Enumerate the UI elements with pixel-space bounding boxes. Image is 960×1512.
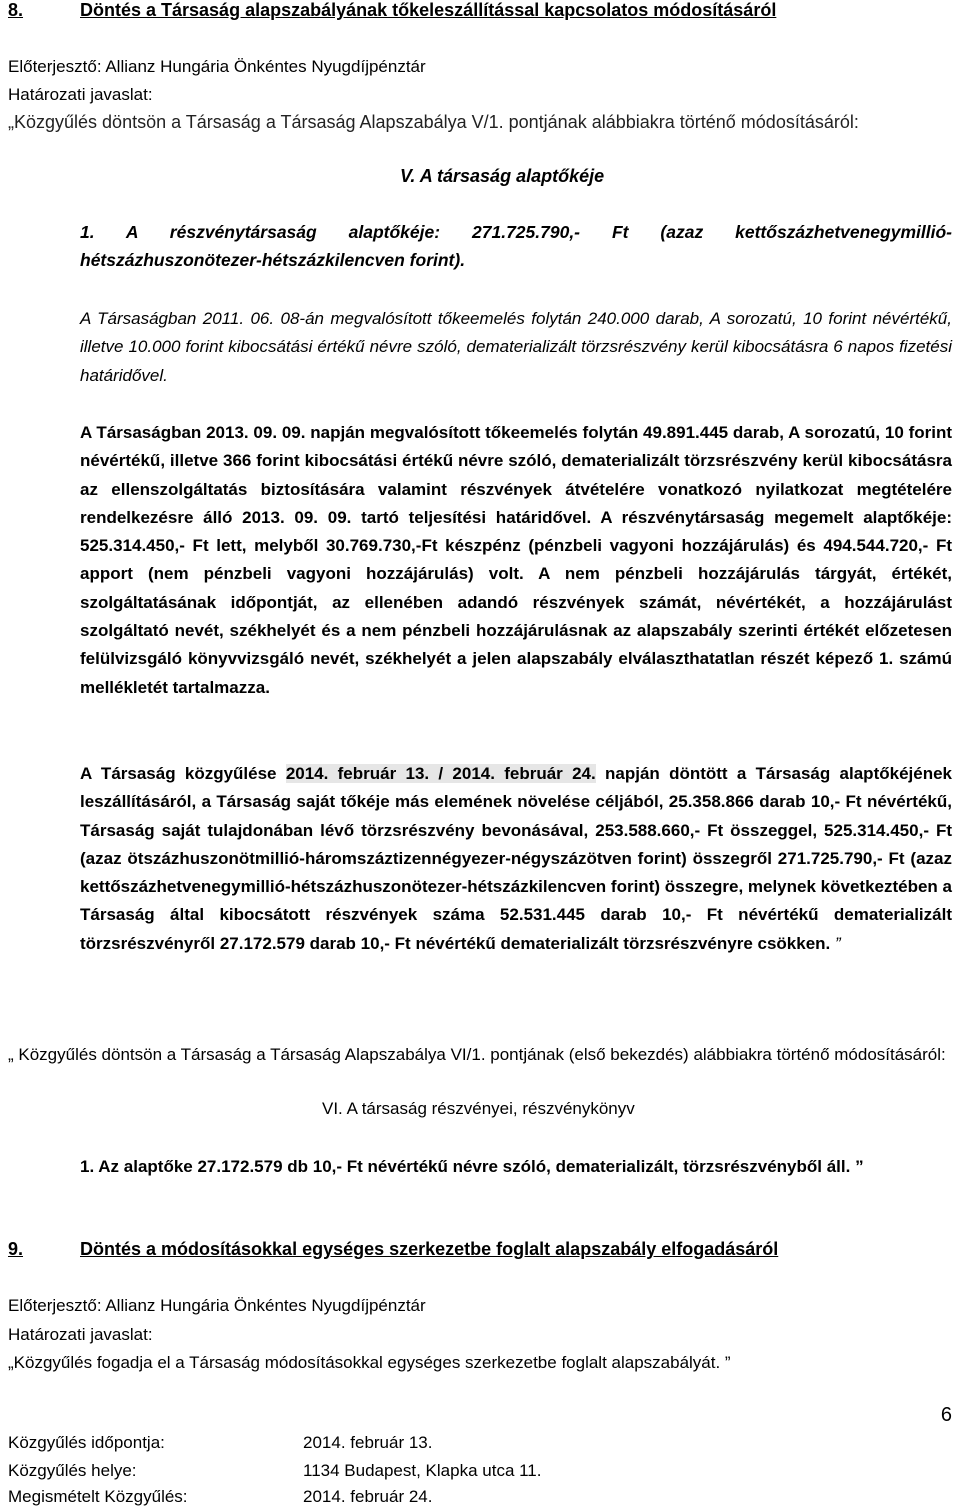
paragraph-2014-start: A Társaság közgyűlése — [80, 764, 286, 783]
footer-label: Közgyűlés időpontja: — [8, 1433, 165, 1452]
footer-label: Megismételt Közgyűlés: — [8, 1487, 188, 1506]
section-8-heading — [8, 0, 777, 21]
section-number: 8. — [8, 0, 24, 20]
page-number: 6 — [940, 1404, 952, 1426]
item-vi-1: 1. Az alaptőke 27.172.579 db 10,- Ft névértékű névre szóló, dematerializált, törzsrészvényből áll. ” — [80, 1157, 864, 1176]
footer-row — [0, 1487, 960, 1512]
section-9-heading — [8, 1239, 779, 1260]
resolution-intro-2: „ Közgyűlés döntsön a Társaság a Társaság Alapszabálya VI/1. pontjának (első bekezdés) alábbiakra történő módosításáról: — [8, 1045, 946, 1064]
section-number: 9. — [8, 1239, 24, 1259]
highlighted-dates: 2014. február 13. / 2014. február 24. — [285, 764, 596, 783]
item-1-line1: 1. A részvénytársaság alaptőkéje: 271.725.790,- Ft (azaz kettőszázhetvenegymillió- — [80, 222, 952, 242]
paragraph-2014 — [80, 760, 952, 958]
closing-quote: ” — [830, 933, 841, 953]
footer-value: 1134 Budapest, Klapka utca 11. — [303, 1461, 542, 1480]
footer-label: Közgyűlés helye: — [8, 1461, 137, 1480]
paragraph-2014-rest: napján döntött a Társaság alaptőkéjének leszállításáról, a Társaság saját tőkéje más elemének növelése céljából, 25.358.866 darab 10,- Ft névértékű, Társaság saját tulajdonában lévő törzsrészvény bevonásával, 253.588.660,- Ft összeggel, 525.314.450,- Ft (azaz ötszázhuszonötmillió-háromszáztizennégyezer-négyszázötven forint) összegről 271.725.790,- Ft (azaz kettőszázhetvenegymillió-hétszázhuszonötezer-hétszázkilencven forint) összegre, melynek következtében a Társaság által kibocsátott részvények száma 52.531.445 darab 10,- Ft névértékű dematerializált törzsrészvényről 27.172.579 darab 10,- Ft névértékű dematerializált törzsrészvényre csökken. — [80, 764, 952, 953]
footer-value: 2014. február 13. — [303, 1433, 433, 1452]
subheading-vi: VI. A társaság részvényei, részvénykönyv — [322, 1099, 635, 1118]
paragraph-2011: A Társaságban 2011. 06. 08-án megvalósított tőkeemelés folytán 240.000 darab, A sorozatú, 10 forint névértékű, illetve 10.000 forint kibocsátási értékű névre szóló, dematerializált törzsrészvény kerül kibocsátásra 6 napos fizetési határidővel. — [80, 309, 952, 385]
section-title: Döntés a módosításokkal egységes szerkezetbe foglalt alapszabály elfogadásáról — [80, 1239, 779, 1259]
presenter-9: Előterjesztő: Allianz Hungária Önkéntes Nyugdíjpénztár — [8, 1296, 426, 1315]
footer-row — [0, 1433, 960, 1458]
subheading-v: V. A társaság alaptőkéje — [400, 166, 605, 186]
paragraph-2013: A Társaságban 2013. 09. 09. napján megvalósított tőkeemelés folytán 49.891.445 darab, A sorozatú, 10 forint névértékű, illetve 366 forint kibocsátási értékű névre szóló, dematerializált törzsrészvény kerül kibocsátásra az ellenszolgáltatás biztosítására valamint részvények átvételére vonatkozó nyilatkozat megtételére rendelkezésre álló 2013. 09. 09. tartó teljesítési határidővel. A részvénytársaság megemelt alaptőkéje: 525.314.450,- Ft lett, melyből 30.769.730,-Ft készpénz (pénzbeli vagyoni hozzájárulás) és 494.544.720,- Ft apport (nem pénzbeli vagyoni hozzájárulás) volt. A nem pénzbeli hozzájárulás tárgyát, értékét, szolgáltatásának időpontját, az ellenében adandó részvények számát, névértékét, a hozzájárulást szolgáltató nevét, székhelyét és a nem pénzbeli hozzájárulásnak az alapszabály szerinti értékét előzetesen felülvizsgáló könyvvizsgáló nevét, székhelyét a jelen alapszabály elválaszthatatlan részét képező 1. számú mellékletét tartalmazza. — [80, 423, 952, 697]
footer-table — [0, 1433, 960, 1509]
footer-row — [0, 1461, 960, 1486]
item-1-line2: hétszázhuszonötezer-hétszázkilencven forint). — [80, 250, 466, 270]
proposal-label: Határozati javaslat: — [8, 85, 153, 104]
presenter: Előterjesztő: Allianz Hungária Önkéntes Nyugdíjpénztár — [8, 57, 426, 76]
footer-value: 2014. február 24. — [303, 1487, 433, 1506]
proposal-9: „Közgyűlés fogadja el a Társaság módosításokkal egységes szerkezetbe foglalt alapszabályát. ” — [8, 1353, 731, 1372]
section-title: Döntés a Társaság alapszabályának tőkeleszállítással kapcsolatos módosításáról — [80, 0, 777, 20]
proposal-label-9: Határozati javaslat: — [8, 1325, 153, 1344]
resolution-intro: „Közgyűlés döntsön a Társaság a Társaság Alapszabálya V/1. pontjának alábbiakra történő módosításáról: — [8, 112, 859, 132]
